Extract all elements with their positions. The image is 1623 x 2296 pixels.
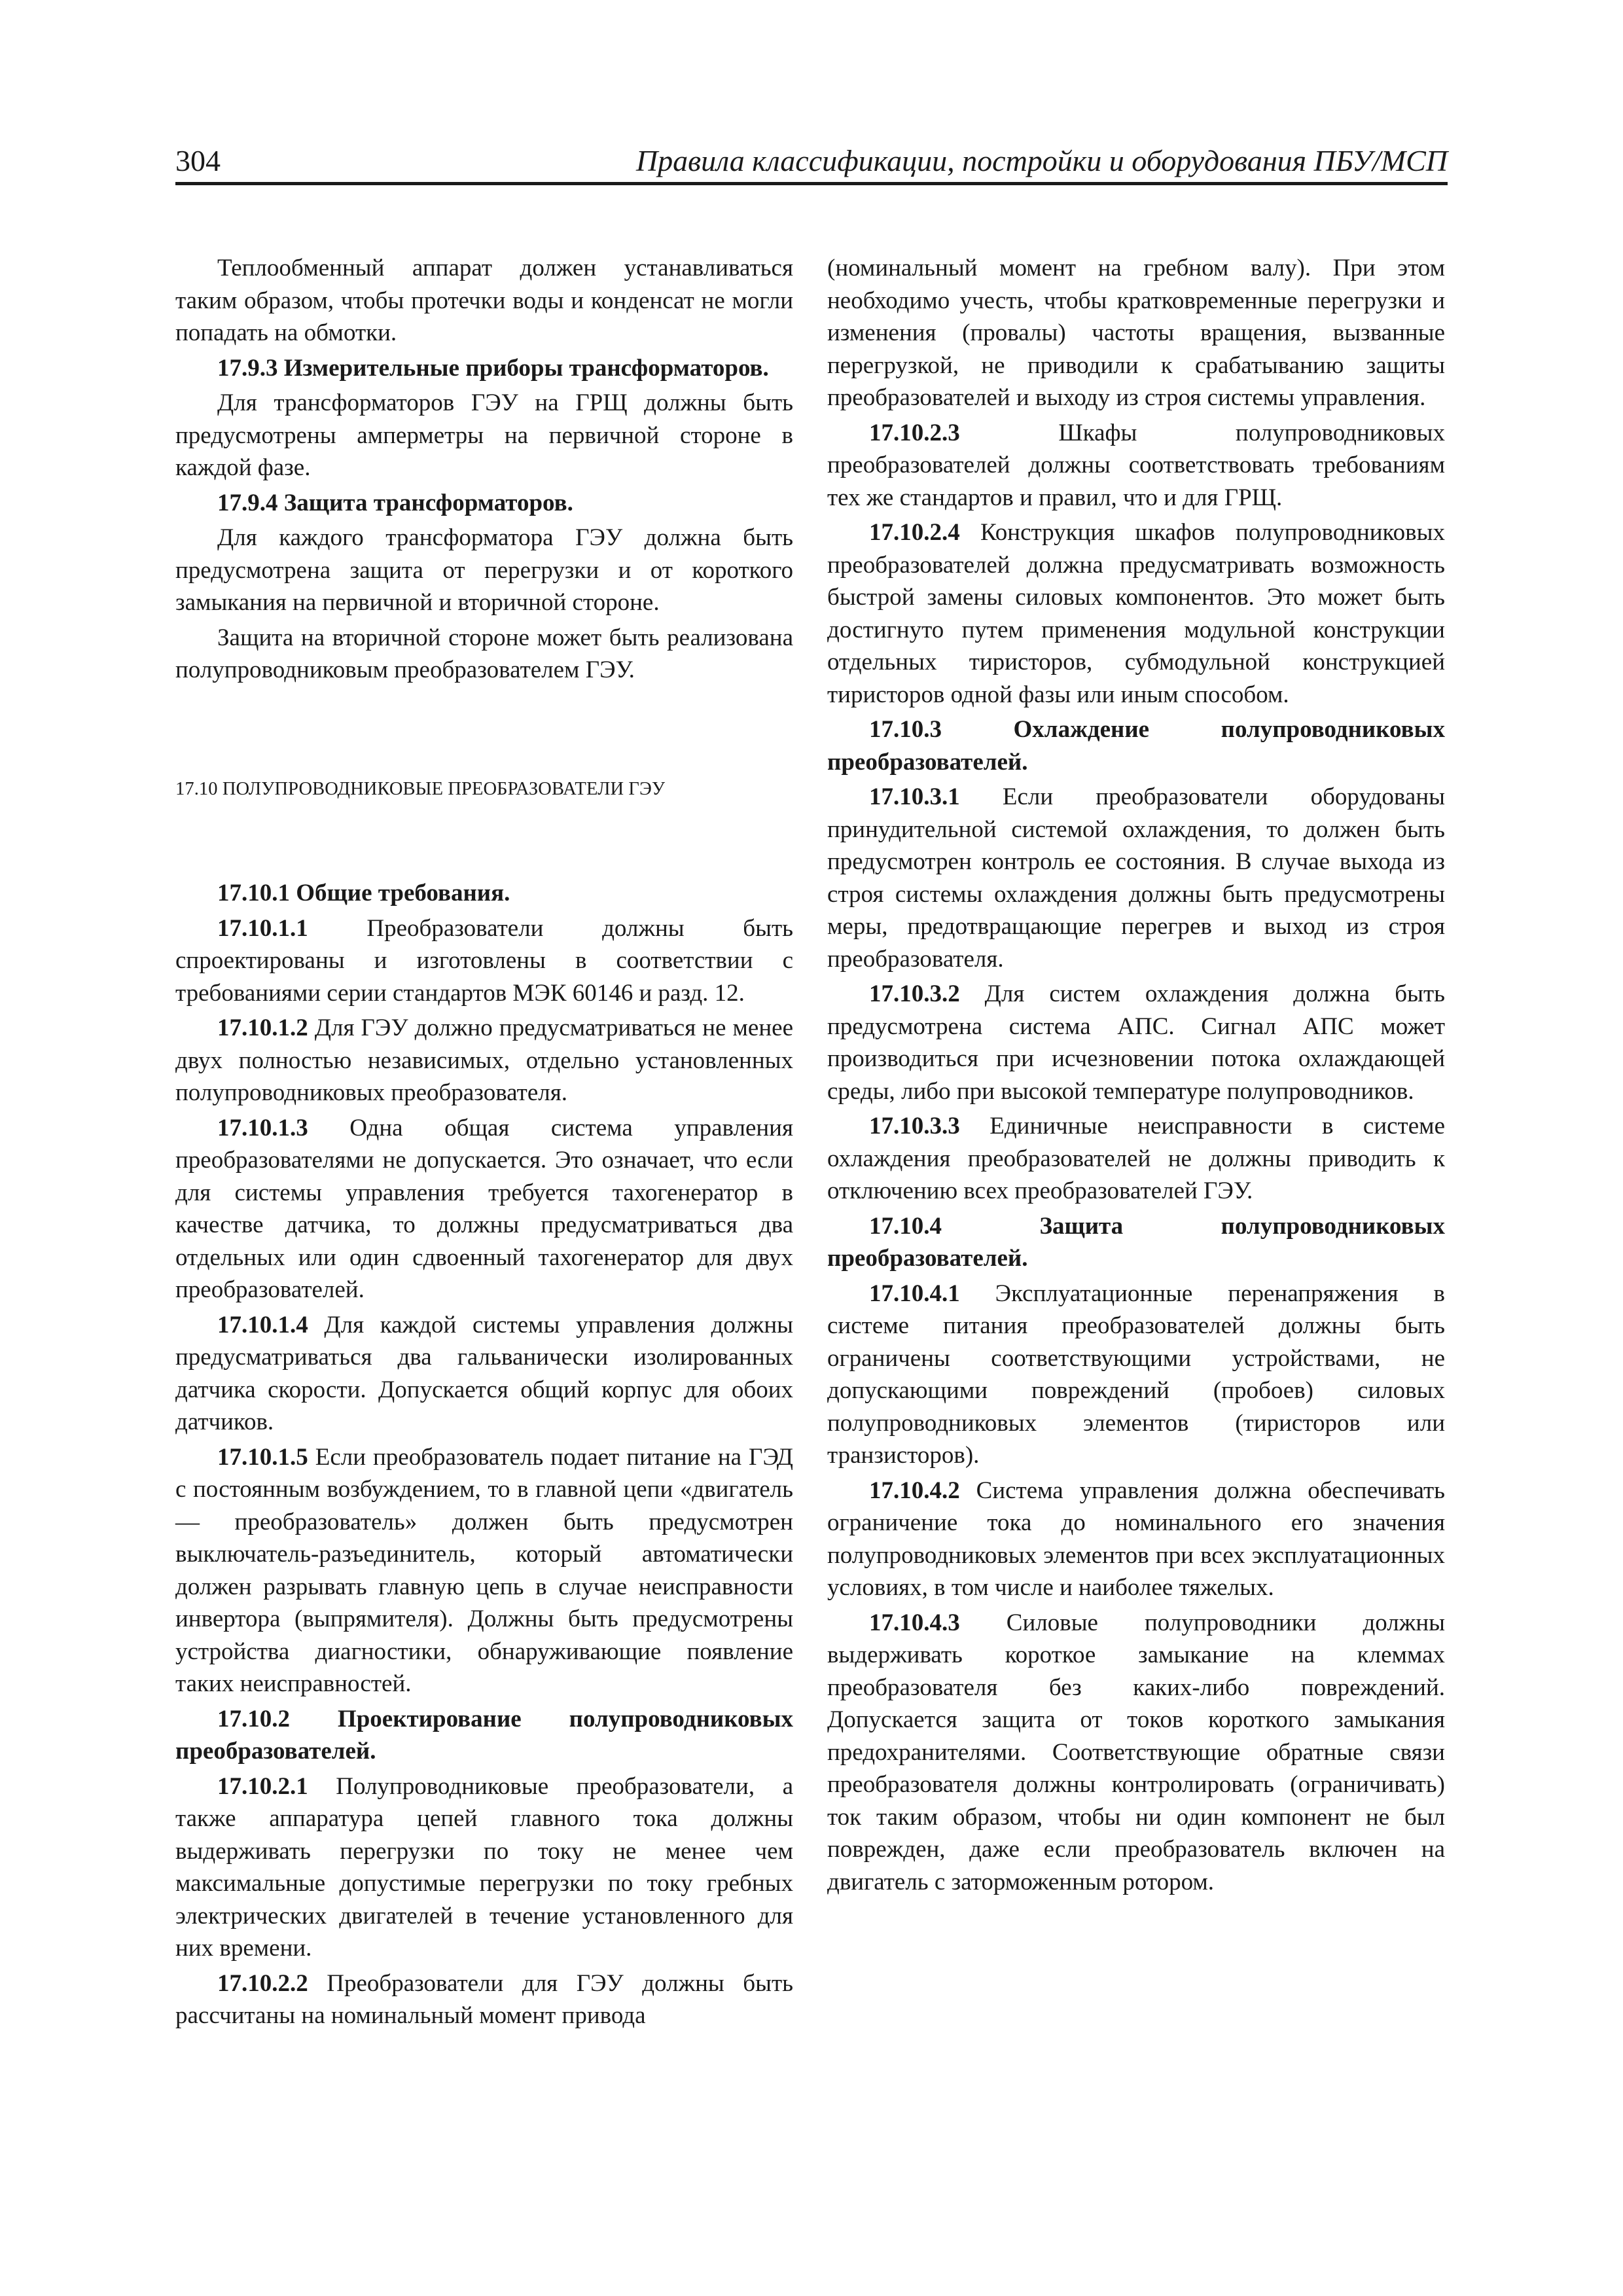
clause-text: Система управления должна обеспечивать ограничение тока до номинального его значения полупроводниковых элементов при всех эксплуатационных условиях, в том числе и наиболее тяжелых.: [827, 1477, 1445, 1601]
heading-17-10-4: 17.10.4 Защита полупроводниковых преобразователей.: [827, 1212, 1445, 1272]
paragraph: Защита на вторичной стороне может быть реализована полупроводниковым преобразователем ГЭУ.: [175, 624, 793, 683]
clause-number: 17.10.4.1: [869, 1280, 960, 1307]
right-column: [827, 252, 1445, 1901]
clause-17-10-4-2: [827, 1475, 1445, 1604]
clause-text: Силовые полупроводники должны выдерживать короткое замыкание на клеммах преобразователя без каких-либо повреждений. Допускается защита от токов короткого замыкания предохранителями. Соответствующие обратные связи преобразователя должны контролировать (ограничивать) ток таким образом, чтобы ни один компонент не был поврежден, даже если преобразователь включен на двигатель с заторможенным ротором.: [827, 1609, 1445, 1895]
clause-number: 17.10.3.2: [869, 980, 960, 1007]
clause-17-10-3-3: [827, 1110, 1445, 1208]
clause-number: 17.10.2.3: [869, 419, 960, 446]
clause-17-10-1-5: [175, 1441, 793, 1700]
page-header: [175, 141, 1448, 181]
paragraph: Теплообменный аппарат должен устанавливаться таким образом, чтобы протечки воды и конденсат не могли попадать на обмотки.: [175, 255, 793, 346]
clause-17-10-4-3: [827, 1607, 1445, 1899]
heading-17-9-4: 17.9.4 Защита трансформаторов.: [217, 489, 573, 516]
paragraph-continuation: (номинальный момент на гребном валу). При этом необходимо учесть, чтобы кратковременные перегрузки и изменения (провалы) частоты вращения, вызванные перегрузкой, не приводили к срабатыванию защиты преобразователей и выходу из строя системы управления.: [827, 255, 1445, 411]
clause-number: 17.10.2.4: [869, 519, 960, 546]
heading-17-10-1: 17.10.1 Общие требования.: [217, 880, 510, 906]
clause-number: 17.10.4.3: [869, 1609, 960, 1636]
clause-17-10-3-1: [827, 781, 1445, 975]
clause-17-10-1-4: [175, 1309, 793, 1439]
clause-number: 17.10.1.1: [217, 914, 308, 942]
clause-text: Конструкция шкафов полупроводниковых преобразователей должна предусматривать возможность быстрой замены силовых компонентов. Это может быть достигнуто путем применения модульной конструкции отдельных тиристоров, субмодульной конструкцией тиристоров одной фазы или иным способом.: [827, 519, 1445, 708]
paragraph: Для каждого трансформатора ГЭУ должна быть предусмотрена защита от перегрузки и от короткого замыкания на первичной и вторичной стороне.: [175, 524, 793, 616]
paragraph: Для трансформаторов ГЭУ на ГРЩ должны быть предусмотрены амперметры на первичной стороне в каждой фазе.: [175, 389, 793, 481]
clause-text: Для каждой системы управления должны предусматриваться два гальванически изолированных датчика скорости. Допускается общий корпус для обоих датчиков.: [175, 1311, 793, 1435]
clause-text: Единичные неисправности в системе охлаждения преобразователей не должны приводить к отключению всех преобразователей ГЭУ.: [827, 1113, 1445, 1204]
clause-text: Для систем охлаждения должна быть предусмотрена система АПС. Сигнал АПС может производиться при исчезновении потока охлаждающей среды, либо при высокой температуре полупроводников.: [827, 980, 1445, 1105]
clause-text: Одна общая система управления преобразователями не допускается. Это означает, что если для системы управления требуется тахогенератор в качестве датчика, то должны предусматриваться два отдельных или один сдвоенный тахогенератор для двух преобразователей.: [175, 1114, 793, 1303]
clause-number: 17.10.3.3: [869, 1113, 960, 1139]
clause-17-10-1-2: [175, 1012, 793, 1109]
clause-text: Эксплуатационные перенапряжения в системе питания преобразователей должны быть ограничены соответствующими устройствами, не допускающими повреждений (пробоев) силовых полупроводниковых элементов (тиристоров или транзисторов).: [827, 1280, 1445, 1469]
clause-text: Преобразователи для ГЭУ должны быть рассчитаны на номинальный момент привода: [175, 1969, 793, 2029]
heading-17-10-3: 17.10.3 Охлаждение полупроводниковых преобразователей.: [827, 716, 1445, 776]
clause-17-10-2-2: [175, 1967, 793, 2032]
clause-17-10-2-3: [827, 417, 1445, 514]
clause-number: 17.10.4.2: [869, 1477, 960, 1504]
clause-17-10-2-1: [175, 1770, 793, 1965]
section-title: 17.10 ПОЛУПРОВОДНИКОВЫЕ ПРЕОБРАЗОВАТЕЛИ ГЭУ: [175, 778, 666, 799]
running-title: Правила классификации, постройки и оборудования ПБУ/МСП: [635, 144, 1448, 177]
left-column: [175, 252, 793, 2035]
clause-text: Полупроводниковые преобразователи, а также аппаратура цепей главного тока должны выдерживать перегрузки по току не менее чем максимальные допустимые перегрузки по току гребных электрических двигателей в течение установленного для них времени.: [175, 1772, 793, 1962]
heading-17-10-2: 17.10.2 Проектирование полупроводниковых преобразователей.: [175, 1705, 793, 1765]
clause-text: Преобразователи должны быть спроектированы и изготовлены в соответствии с требованиями серии стандартов МЭК 60146 и разд. 12.: [175, 914, 793, 1007]
clause-text: Шкафы полупроводниковых преобразователей должны соответствовать требованиям тех же стандартов и правил, что и для ГРЩ.: [827, 419, 1445, 511]
clause-text: Если преобразователь подает питание на ГЭД с постоянным возбуждением, то в главной цепи «двигатель — преобразователь» должен быть предусмотрен выключатель-разъединитель, который автоматически должен разрывать главную цепь в случае неисправности инвертора (выпрямителя). Должны быть предусмотрены устройства диагностики, обнаруживающие появление таких неисправностей.: [175, 1443, 793, 1697]
clause-17-10-4-1: [827, 1278, 1445, 1472]
clause-number: 17.10.1.3: [217, 1114, 308, 1141]
clause-number: 17.10.2.2: [217, 1969, 308, 1997]
clause-17-10-1-3: [175, 1112, 793, 1306]
page-number: 304: [175, 144, 221, 177]
heading-17-9-3: 17.9.3 Измерительные приборы трансформаторов.: [217, 354, 769, 382]
clause-text: Если преобразователи оборудованы принудительной системой охлаждения, то должен быть предусмотрен контроль ее состояния. В случае выхода из строя системы охлаждения должны быть предусмотрены меры, предотвращающие перегрев и выход из строя преобразователя.: [827, 783, 1445, 973]
clause-number: 17.10.1.5: [217, 1443, 308, 1471]
clause-17-10-3-2: [827, 978, 1445, 1107]
clause-number: 17.10.1.4: [217, 1311, 308, 1338]
clause-number: 17.10.3.1: [869, 783, 960, 810]
clause-17-10-2-4: [827, 516, 1445, 711]
clause-number: 17.10.2.1: [217, 1772, 308, 1800]
clause-number: 17.10.1.2: [217, 1014, 308, 1041]
clause-17-10-1-1: [175, 912, 793, 1010]
header-rule: [175, 182, 1448, 185]
clause-text: Для ГЭУ должно предусматриваться не менее двух полностью независимых, отдельно установленных полупроводниковых преобразователя.: [175, 1014, 793, 1106]
